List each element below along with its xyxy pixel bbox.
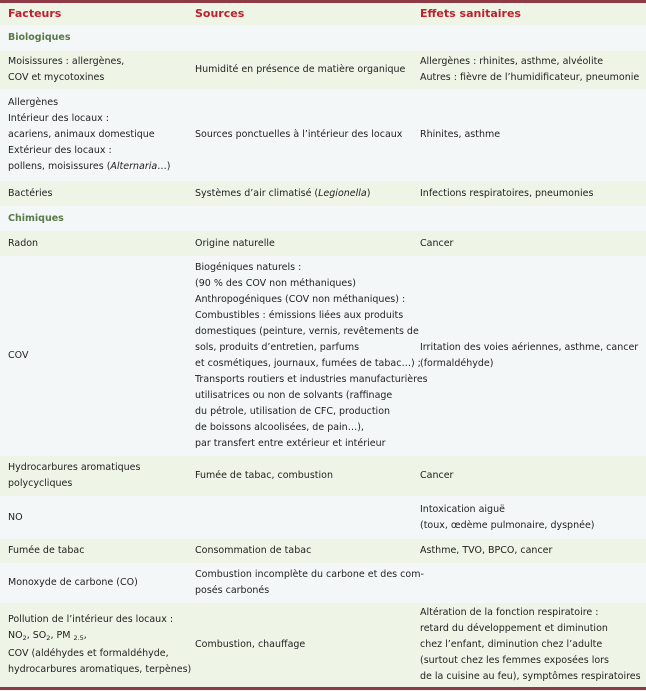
cell-source: Combustion, chauffage [195, 639, 306, 650]
header-facteurs: Facteurs [8, 7, 62, 20]
cell-facteur: Hydrocarbures aromatiques polycycliques [8, 462, 141, 489]
table-row-allergenes [0, 89, 646, 181]
table-row-no [0, 496, 646, 539]
header-sources: Sources [195, 7, 245, 20]
header-effets: Effets sanitaires [420, 7, 521, 20]
table-row-cov [0, 256, 646, 456]
cell-facteur: Pollution de l’intérieur des locaux : $NO_2$, $SO_2$, PM $_{2.5}$, COV (aldéhydes et formaldéhyde, hydrocarbures aromatiques, terpènes) [8, 614, 192, 675]
cell-effet: Infections respiratoires, pneumonies [420, 187, 594, 199]
cell-facteur: Radon [8, 237, 39, 249]
table-row-radon [0, 231, 646, 256]
cell-source: Combustion incomplète du carbone et des com- posés carbonés [195, 569, 424, 596]
cell-facteur: Bactéries [8, 187, 53, 199]
cell-effet: Cancer [420, 237, 454, 249]
cell-facteur: Allergènes Intérieur des locaux : acariens, animaux domestique Extérieur des locaux : pollens, moisissures (Alternaria…) [8, 97, 171, 172]
section-label: Chimiques [8, 212, 64, 224]
cell-effet: Allergènes : rhinites, asthme, alvéolite Autres : fièvre de l’humidificateur, pneumonie [420, 56, 640, 83]
cell-source: Consommation de tabac [195, 545, 312, 556]
cell-source: Humidité en présence de matière organique [195, 64, 406, 75]
cell-source: Origine naturelle [195, 237, 275, 249]
table-header [0, 3, 646, 25]
cell-effet: Asthme, TVO, BPCO, cancer [420, 545, 553, 556]
cell-source: Sources ponctuelles à l’intérieur des locaux [195, 129, 403, 140]
cell-source: Biogéniques naturels : (90 % des COV non méthaniques) Anthropogéniques (COV non méthaniques) : Combustibles : émissions liées aux produits domestiques (peinture, vernis, revêtements de sols, produits d’entretien, parfums et cosmétiques, journaux, fumées de tabac…) ; Transports routiers et industries manufacturières utilisatrices ou non de solvants (raffinage du pétrole, utilisation de CFC, production de boissons alcoolisées, de pain…), par transfert entre extérieur et intérieur [195, 262, 428, 449]
section-label: Biologiques [8, 32, 71, 43]
table-row-bacteries [0, 181, 646, 206]
cell-effet: Cancer [420, 470, 454, 481]
cell-effet: Rhinites, asthme [420, 129, 501, 140]
table-row-pollution-interieur [0, 603, 646, 687]
cell-facteur: COV [8, 350, 29, 361]
table-row-hap [0, 456, 646, 496]
table-row-fumee-tabac [0, 539, 646, 563]
cell-effet: Altération de la fonction respiratoire : retard du développement et diminution chez l’enfant, diminution chez l’adulte (surtout chez les femmes exposées lors de la cuisine au feu), symptômes respiratoires [420, 607, 641, 682]
table-row-co [0, 563, 646, 603]
cell-facteur: NO [8, 511, 23, 523]
cell-facteur: Monoxyde de carbone (CO) [8, 577, 138, 588]
table-row-moisissures [0, 51, 646, 89]
section-chimiques [0, 206, 646, 231]
cell-facteur: Fumée de tabac [8, 545, 85, 556]
cell-facteur: Moisissures : allergènes, COV et mycotoxines [8, 56, 125, 83]
cell-effet: Irritation des voies aériennes, asthme, cancer (formaldéhyde) [420, 342, 639, 369]
section-biologiques [0, 25, 646, 51]
cell-source: Systèmes d’air climatisé (Legionella) [195, 187, 371, 199]
cell-effet: Intoxication aiguë (toux, œdème pulmonaire, dyspnée) [420, 503, 595, 531]
cell-source: Fumée de tabac, combustion [195, 470, 333, 481]
